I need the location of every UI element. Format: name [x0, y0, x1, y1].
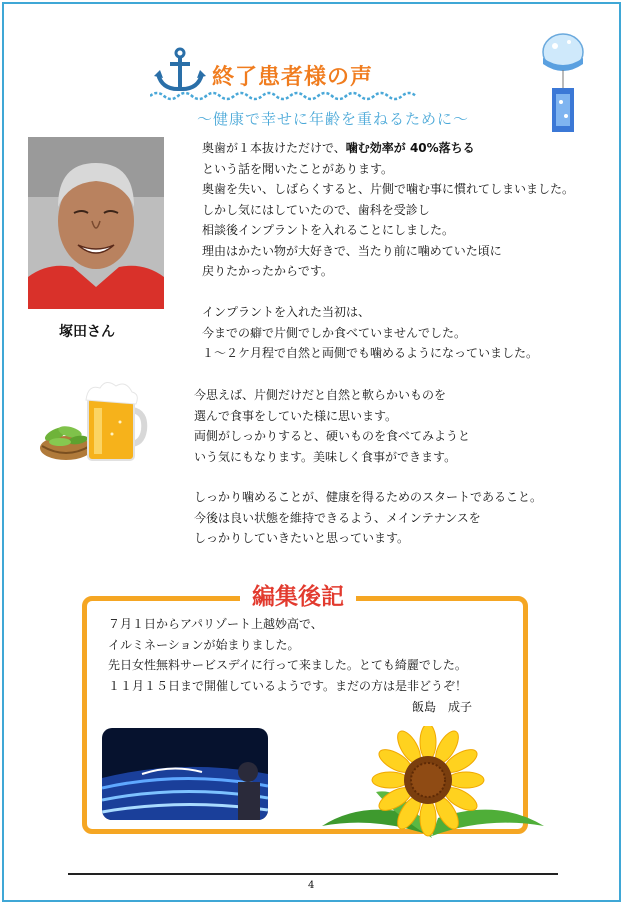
editor-note-heading: 編集後記 — [240, 578, 356, 611]
page-title: 終了患者様の声 — [212, 65, 374, 90]
text-line: 戻りたかったからです。 — [202, 264, 333, 278]
highlight-text: 噛む効率が 40%落ちる — [345, 141, 475, 155]
testimonial-paragraph-1 — [202, 138, 574, 282]
text-line: という話を聞いたことがあります。 — [202, 161, 394, 176]
text-line: ７月１日からアパリゾート上越妙高で、 — [108, 617, 323, 631]
text-line: 理由はかたい物が大好きで、当たり前に噛めていた頃に — [202, 243, 502, 258]
illumination-photo — [102, 728, 268, 820]
text-line: 選んで食事をしていた様に思います。 — [194, 408, 398, 423]
text-line: １～２ケ月程で自然と両側でも噛めるようになっていました。 — [202, 346, 539, 360]
text-line: 今までの癖で片側でしか食べていませんでした。 — [202, 325, 467, 340]
text-line: 両側がしっかりすると、硬いものを食べてみようと — [194, 429, 471, 443]
anchor-icon — [150, 46, 210, 94]
text-line-start: 奥歯が１本抜けただけで、 — [202, 141, 346, 155]
editor-author: 飯島 成子 — [412, 700, 473, 714]
text-line — [202, 138, 574, 159]
text-line: インプラントを入れた当初は、 — [202, 305, 371, 319]
text-line: 奥歯を失い、しばらくすると、片側で噛む事に慣れてしまいました。 — [202, 182, 575, 196]
wind-chime-icon — [535, 28, 591, 136]
text-line: 今思えば、片側だけだと自然と軟らかいものを — [194, 388, 447, 402]
sunflower-icon — [316, 726, 548, 842]
text-line: 今後は良い状態を維持できるよう、メインテナンスを — [194, 510, 481, 525]
patient-name: 塚田さん — [59, 324, 115, 340]
text-line: イルミネーションが始まりました。 — [108, 637, 300, 652]
testimonial-paragraph-2 — [202, 302, 538, 364]
beer-mug-icon — [82, 378, 148, 464]
editor-note-text — [108, 614, 467, 696]
text-line: しっかり噛めることが、健康を得るためのスタートであること。 — [194, 490, 543, 504]
text-line: いう気にもなります。美味しく食事ができます。 — [194, 449, 457, 464]
wave-divider — [150, 90, 420, 102]
text-line: １１月１５日まで開催しているようです。まだの方は是非どうぞ！ — [108, 678, 468, 693]
testimonial-paragraph-4 — [194, 487, 542, 549]
footer-divider — [68, 873, 558, 875]
text-line: 相談後インプラントを入れることにしました。 — [202, 223, 455, 237]
text-line: 先日女性無料サービスデイに行って来ました。とても綺麗でした。 — [108, 658, 467, 672]
page-number: 4 — [308, 880, 315, 891]
testimonial-paragraph-3 — [194, 385, 470, 467]
text-line: しかし気にはしていたので、歯科を受診し — [202, 202, 430, 217]
page-subtitle: ～健康で幸せに年齢を重ねるために～ — [197, 110, 470, 128]
patient-photo — [28, 137, 164, 309]
text-line: しっかりしていきたいと思っています。 — [194, 531, 410, 545]
